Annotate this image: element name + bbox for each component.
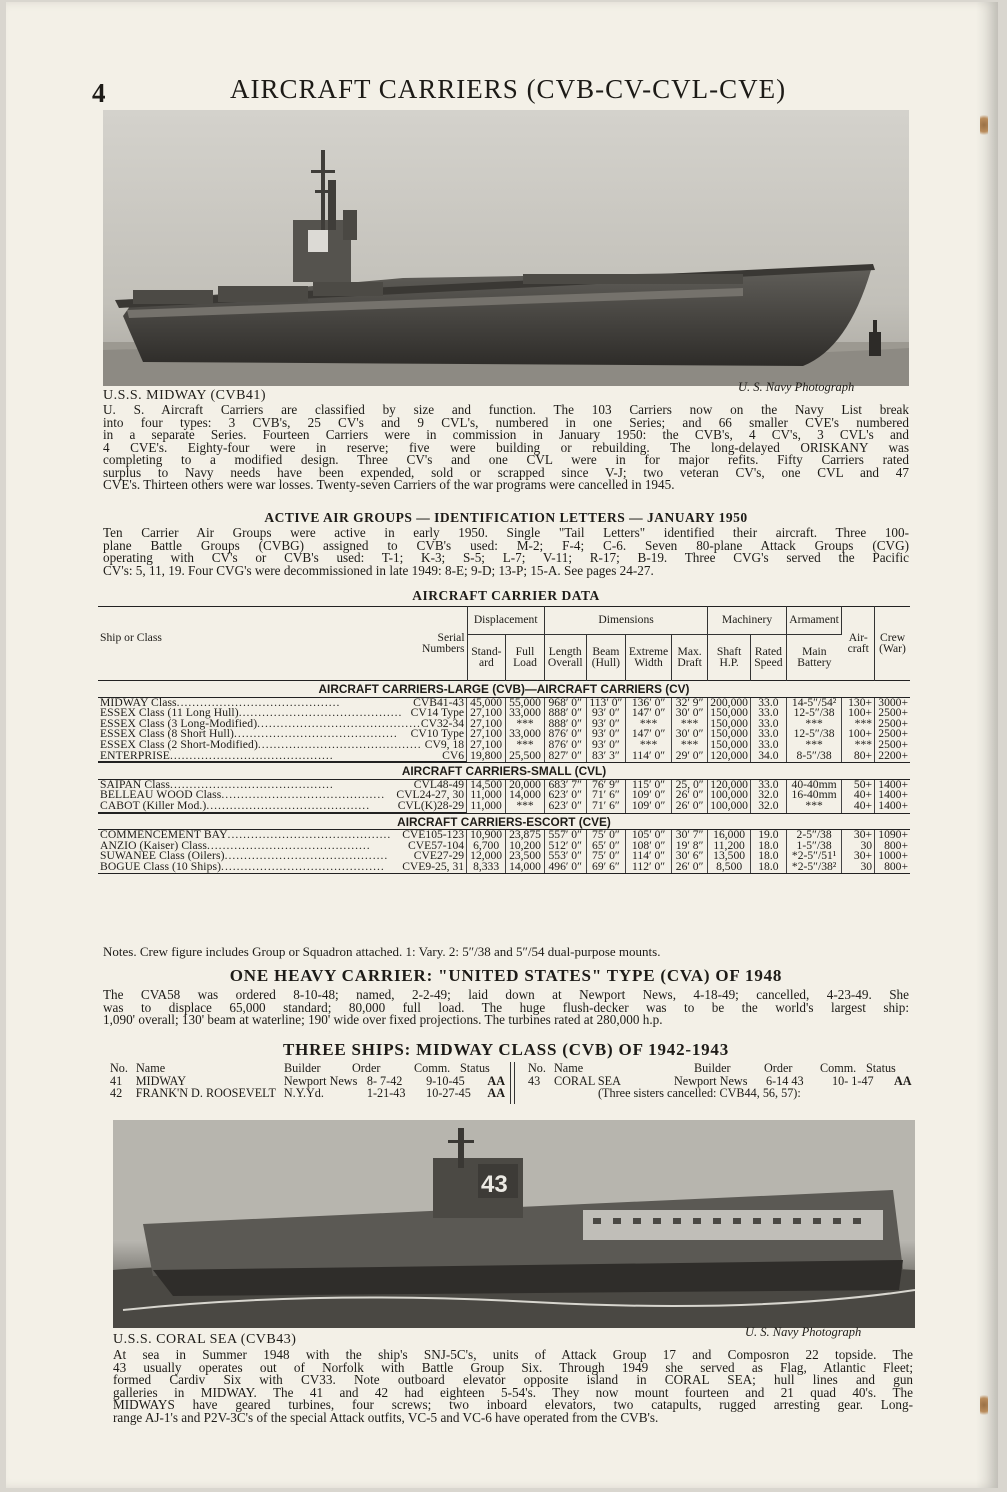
aircraft-cell: 100+: [842, 708, 875, 719]
ship-name: SUWANEE Class (Oilers): [100, 849, 225, 863]
ship-builder: Newport News: [674, 1073, 748, 1088]
ship-name: BELLEAU WOOD Class: [100, 788, 222, 802]
ship-name: FRANK'N D. ROOSEVELT: [135, 1086, 276, 1100]
table-heading: AIRCRAFT CARRIER DATA: [412, 588, 600, 603]
leader-dots: ..........................................: [169, 750, 334, 762]
length-cell: 623′ 0″: [544, 790, 586, 801]
table-group-header: [98, 763, 910, 780]
full-cell: ***: [506, 719, 545, 730]
beam-cell: 83′ 3″: [586, 751, 626, 763]
standard-cell: 27,100: [467, 708, 506, 719]
col-standard-header: Stand-ard: [467, 635, 506, 681]
intro-paragraph: [103, 404, 909, 492]
extreme-cell: 108′ 0″: [626, 841, 672, 852]
ship-name: SAIPAN Class: [100, 777, 171, 791]
standard-cell: 11,000: [467, 790, 506, 801]
draft-cell: 32′ 9″: [671, 697, 707, 708]
ship-name: ESSEX Class (3 Long-Modified): [100, 716, 258, 730]
ship-order: 1-21-43: [366, 1086, 406, 1100]
extreme-cell: 109′ 0″: [626, 790, 672, 801]
ship-order: 6-14 43: [766, 1073, 804, 1088]
standard-cell: 27,100: [467, 719, 506, 730]
speed-cell: 33.0: [750, 729, 786, 740]
col-group-dimensions: Dimensions: [544, 607, 707, 635]
serial-numbers: CV10 Type: [410, 727, 465, 741]
heavy-carrier-line: The CVA58 was ordered 8-10-48; named, 2-2-49; laid down at Newport News, 4-18-49; cancelled, 4-23-49. She: [103, 987, 909, 1002]
table-row: [98, 740, 910, 751]
coral-sea-line: range AJ-1's and P2V-3C's of the special Attack outfits, VC-5 and VC-6 have operated from the CVB's.: [113, 1409, 659, 1425]
full-cell: 23,500: [506, 851, 545, 862]
col-group-displacement: Displacement: [467, 607, 544, 635]
extreme-cell: 105′ 0″: [626, 830, 672, 841]
speed-cell: 33.0: [750, 779, 786, 790]
midway-class-heading: THREE SHIPS: MIDWAY CLASS (CVB) OF 1942-1943: [282, 1040, 730, 1059]
shp-cell: 150,000: [708, 719, 751, 730]
intro-line: completing to a modified design. Three CV's and one CVL were in for major refits. Fifty Carriers rated: [103, 452, 909, 467]
shp-cell: 150,000: [708, 708, 751, 719]
air-groups-heading: ACTIVE AIR GROUPS — IDENTIFICATION LETTERS — JANUARY 1950: [264, 510, 748, 525]
photo-credit-coral-sea: U. S. Navy Photograph: [745, 1325, 862, 1339]
list-header-status: Status: [460, 1061, 490, 1075]
crew-cell: 800+: [884, 838, 908, 852]
serial-numbers: CV32-34: [420, 716, 465, 730]
aircraft-cell: 100+: [842, 729, 875, 740]
standard-cell: 45,000: [467, 697, 506, 708]
heavy-carrier-heading: ONE HEAVY CARRIER: "UNITED STATES" TYPE (CVA) OF 1948: [229, 966, 783, 985]
ship-name: CORAL SEA: [554, 1073, 621, 1088]
draft-cell: 30′ 7″: [671, 830, 707, 841]
full-cell: 14,000: [506, 862, 545, 874]
ship-cell: [98, 798, 467, 813]
crew-cell: 1400+: [878, 777, 908, 791]
battery-cell: ***: [786, 719, 842, 730]
extreme-cell: 147′ 0″: [626, 708, 672, 719]
leader-dots: ..........................................: [257, 718, 421, 730]
list-header: [528, 1062, 913, 1075]
beam-cell: 76′ 9″: [586, 779, 626, 790]
aircraft-cell: 30: [842, 862, 875, 874]
shp-cell: 150,000: [708, 740, 751, 751]
list-header-name: Name: [554, 1061, 584, 1075]
table-group-header: [98, 681, 910, 698]
heavy-carrier-line: was to displace 65,000 standard; 80,000 full load. The huge flush-decker was to be the world's largest ship:: [103, 999, 909, 1015]
full-cell: 25,500: [506, 751, 545, 763]
draft-cell: 26′ 0″: [671, 862, 707, 874]
length-cell: 623′ 0″: [544, 801, 586, 813]
full-cell: 55,000: [506, 697, 545, 708]
midway-ship-illustration: [103, 110, 909, 386]
list-divider: [510, 1062, 515, 1104]
col-group-armament: Armament: [786, 607, 842, 635]
group-label: AIRCRAFT CARRIERS-LARGE (CVB)—AIRCRAFT CARRIERS (CV): [98, 681, 910, 698]
list-header-no: No.: [110, 1061, 128, 1075]
leader-dots: ..........................................: [206, 800, 371, 812]
standard-cell: 8,333: [467, 862, 506, 874]
ship-name: ENTERPRISE: [100, 748, 170, 762]
shp-cell: 16,000: [708, 830, 751, 841]
page-title: AIRCRAFT CARRIERS (CVB-CV-CVL-CVE): [230, 74, 787, 104]
battery-cell: 40-40mm: [786, 779, 842, 790]
table-header-row-1: [98, 607, 910, 635]
ship-name: COMMENCEMENT BAY: [100, 828, 228, 842]
leader-dots: ..........................................: [224, 851, 389, 862]
crew-cell: 3000+: [878, 695, 908, 709]
standard-cell: 11,000: [467, 801, 506, 813]
heavy-carrier-line: 1,090' overall; 130' beam at waterline; 190' wide over fixed projections. The turbines rated at 280,000 h.p.: [103, 1012, 663, 1027]
shp-cell: 13,500: [708, 851, 751, 862]
standard-cell: 19,800: [467, 751, 506, 763]
col-speed-header: Rated Speed: [750, 635, 786, 681]
coral-sea-line: MIDWAYS have geared turbines, four screws; two inboard elevators, two catapults, rugged arresting gear. Long-: [113, 1397, 913, 1412]
serial-numbers: CVL24-27, 30: [396, 788, 465, 802]
leader-dots: ..........................................: [206, 840, 371, 852]
midway-class-list-left: [110, 1062, 505, 1100]
col-aircraft-header: Air-craft: [842, 607, 875, 681]
aircraft-cell: 50+: [842, 779, 875, 790]
beam-cell: 93′ 0″: [586, 740, 626, 751]
list-header-comm: Comm.: [414, 1061, 451, 1075]
battery-cell: 1-5″/38: [786, 841, 842, 852]
serial-numbers: CV9, 18: [424, 737, 465, 751]
col-battery-header: Main Battery: [797, 644, 832, 669]
beam-cell: 71′ 6″: [586, 790, 626, 801]
standard-cell: 27,100: [467, 729, 506, 740]
ship-name: ANZIO (Kaiser) Class: [100, 838, 207, 852]
standard-cell: 10,900: [467, 830, 506, 841]
table-row: [98, 790, 910, 801]
ship-no: 41: [110, 1073, 123, 1088]
extreme-cell: 115′ 0″: [626, 779, 672, 790]
extreme-cell: 114′ 0″: [626, 851, 672, 862]
aircraft-cell: 40+: [842, 801, 875, 813]
length-cell: 553′ 0″: [544, 851, 586, 862]
battery-cell: 2-5″/38: [786, 830, 842, 841]
crew-cell: 1400+: [878, 788, 908, 802]
draft-cell: 30′ 6″: [671, 851, 707, 862]
list-header-name: Name: [136, 1061, 166, 1075]
full-cell: ***: [506, 801, 545, 813]
beam-cell: 65′ 0″: [586, 841, 626, 852]
list-header: [110, 1062, 505, 1075]
extreme-cell: 109′ 0″: [626, 801, 672, 813]
speed-cell: 18.0: [750, 851, 786, 862]
battery-cell: 12-5″/38: [786, 708, 842, 719]
table-row: [98, 801, 910, 813]
length-cell: 496′ 0″: [544, 862, 586, 874]
full-cell: 10,200: [506, 841, 545, 852]
midway-class-list-right: [528, 1062, 913, 1100]
length-cell: 512′ 0″: [544, 841, 586, 852]
length-cell: 888′ 0″: [544, 719, 586, 730]
list-header-status: Status: [866, 1061, 896, 1075]
photo-credit-midway: U. S. Navy Photograph: [738, 380, 855, 394]
col-crew-header: Crew (War): [879, 630, 906, 655]
leader-dots: ..........................................: [170, 779, 334, 791]
aircraft-cell: ***: [842, 740, 875, 751]
standard-cell: 14,500: [467, 779, 506, 790]
ship-status: AA: [894, 1073, 912, 1088]
air-groups-line: operating with CV's or CVB's used: T-1; K-3; S-5; L-7; V-11; R-17; B-19. Three CVG's served the Pacific: [103, 550, 909, 565]
serial-numbers: CVE27-29: [413, 849, 465, 863]
length-cell: 827′ 0″: [544, 751, 586, 763]
shp-cell: 100,000: [708, 790, 751, 801]
standard-cell: 12,000: [467, 851, 506, 862]
intro-line: 4 CVE's. Eighty-four were in reserve; five were building or rebuilding. The long-delayed ORISKANY was: [103, 439, 909, 455]
serial-numbers: CVE105-123: [402, 828, 465, 842]
ship-cell: [98, 859, 467, 874]
battery-cell: 8-5″/38: [786, 751, 842, 763]
table-row: [98, 830, 910, 841]
shp-cell: 120,000: [708, 779, 751, 790]
serial-numbers: CVL(K)28-29: [397, 798, 465, 812]
coral-sea-ship-illustration: [113, 1120, 915, 1328]
full-cell: 14,000: [506, 790, 545, 801]
col-group-machinery: Machinery: [708, 607, 786, 635]
battery-cell: ***: [786, 740, 842, 751]
draft-cell: 19′ 8″: [671, 841, 707, 852]
ship-status: AA: [487, 1086, 505, 1100]
extreme-cell: 147′ 0″: [626, 729, 672, 740]
col-ship-header: [98, 607, 467, 681]
battery-cell: *2-5″/38²: [786, 862, 842, 874]
coral-sea-line: At sea in Summer 1948 with the ship's SNJ-5C's, units of Attack Group 17 and Composron 22 topside. The: [113, 1347, 913, 1362]
speed-cell: 32.0: [750, 790, 786, 801]
length-cell: 876′ 0″: [544, 740, 586, 751]
air-groups-paragraph: [103, 527, 909, 577]
serial-numbers: CVL48-49: [413, 777, 465, 791]
speed-cell: 34.0: [750, 751, 786, 763]
shp-cell: 100,000: [708, 801, 751, 813]
length-cell: 876′ 0″: [544, 729, 586, 740]
beam-cell: 75′ 0″: [586, 830, 626, 841]
col-beam-header: Beam (Hull): [586, 635, 626, 681]
serial-numbers: CV14 Type: [410, 706, 465, 720]
staple-rust-mark: [980, 1392, 988, 1418]
col-full-header: Full Load: [506, 635, 545, 681]
col-extreme-header: Extreme Width: [626, 635, 672, 681]
col-serial-label: Serial Numbers: [422, 630, 465, 655]
table-body: [98, 681, 910, 874]
cancelled-note: (Three sisters cancelled: CVB44, 56, 57):: [598, 1086, 801, 1100]
length-cell: 968′ 0″: [544, 697, 586, 708]
coral-sea-paragraph: [113, 1349, 913, 1424]
leader-dots: ..........................................: [234, 729, 398, 740]
beam-cell: 93′ 0″: [586, 708, 626, 719]
air-groups-line: Ten Carrier Air Groups were active in early 1950. Single "Tail Letters" identified their aircraft. Three 100-: [103, 525, 909, 540]
col-draft-header: Max. Draft: [671, 635, 707, 681]
extreme-cell: 112′ 0″: [626, 862, 672, 874]
speed-cell: 19.0: [750, 830, 786, 841]
draft-cell: 30′ 0″: [671, 708, 707, 719]
ship-order: 8- 7-42: [366, 1073, 403, 1088]
crew-cell: 1090+: [878, 828, 908, 842]
shp-cell: 200,000: [708, 697, 751, 708]
beam-cell: 71′ 6″: [586, 801, 626, 813]
col-length-header: Length Overall: [544, 635, 586, 681]
aircraft-cell: 130+: [842, 697, 875, 708]
intro-line: in a separate Series. Fourteen Carriers were in commission in January 1950: the CVB's, 4 CV's, 3 CVL's and: [103, 427, 909, 442]
list-header-order: Order: [352, 1061, 381, 1075]
shp-cell: 120,000: [708, 751, 751, 763]
col-ship-label: Ship or Class: [100, 630, 162, 644]
table-notes: Notes. Crew figure includes Group or Squadron attached. 1: Vary. 2: 5″/38 and 5″/54 dual-purpose mounts.: [103, 944, 661, 959]
standard-cell: 6,700: [467, 841, 506, 852]
extreme-cell: 136′ 0″: [626, 697, 672, 708]
serial-numbers: CV6: [442, 748, 465, 762]
crew-cell: 1000+: [878, 849, 908, 863]
intro-line: U. S. Aircraft Carriers are classified by size and function. The 103 Carriers now on the Navy List break: [103, 402, 909, 417]
ship-list-item: [110, 1087, 505, 1100]
aircraft-cell: 30: [842, 841, 875, 852]
crew-cell: 2200+: [875, 751, 910, 763]
list-rows: [110, 1075, 505, 1100]
ship-name: MIDWAY Class: [100, 695, 177, 709]
beam-cell: 93′ 0″: [586, 719, 626, 730]
heavy-carrier-paragraph: [103, 989, 909, 1027]
hull-number-43: 43: [481, 1171, 508, 1198]
standard-cell: 27,100: [467, 740, 506, 751]
extreme-cell: ***: [626, 740, 672, 751]
coral-sea-line: formed Cardiv Six with CV33. Note outboard elevator opposite island in CORAL SEA; hull lines and gun: [113, 1372, 913, 1387]
serial-numbers: CVE57-104: [408, 838, 465, 852]
speed-cell: 18.0: [750, 862, 786, 874]
serial-numbers: CVE9-25, 31: [402, 859, 465, 873]
battery-cell: *2-5″/51¹: [786, 851, 842, 862]
battery-cell: 14-5″/54²: [786, 697, 842, 708]
beam-cell: 113′ 0″: [586, 697, 626, 708]
aircraft-cell: 40+: [842, 790, 875, 801]
staple-rust-mark: [980, 112, 988, 138]
aircraft-cell: 80+: [842, 751, 875, 763]
speed-cell: 33.0: [750, 697, 786, 708]
ship-name: ESSEX Class (11 Long Hull): [100, 706, 239, 720]
leader-dots: ..........................................: [221, 790, 386, 801]
ship-name: ESSEX Class (8 Short Hull): [100, 727, 235, 741]
coral-sea-line: 43 usually operates out of Norfolk with Battle Group Six. Through 1949 she served as Flag, Atlantic Fleet;: [113, 1359, 913, 1375]
leader-dots: ..........................................: [176, 697, 341, 709]
length-cell: 557′ 0″: [544, 830, 586, 841]
draft-cell: 29′ 0″: [671, 751, 707, 763]
shp-cell: 11,200: [708, 841, 751, 852]
col-shp-header: Shaft H.P.: [708, 635, 751, 681]
crew-cell: 2500+: [878, 727, 908, 741]
full-cell: 33,000: [506, 708, 545, 719]
carrier-data-table: [98, 606, 910, 874]
photo-caption-midway: U.S.S. MIDWAY (CVB41): [103, 388, 267, 403]
draft-cell: 30′ 0″: [671, 729, 707, 740]
table-row: [98, 862, 910, 874]
ship-builder: Newport News: [283, 1073, 358, 1088]
extreme-cell: 114′ 0″: [626, 751, 672, 763]
ship-comm: 9-10-45: [426, 1073, 465, 1088]
air-groups-line: plane Battle Groups (CVBG) assigned to CVB's used: M-2; F-4; C-6. Seven 80-plane Attack Groups (CVG): [103, 537, 909, 553]
ship-name: MIDWAY: [135, 1073, 187, 1088]
leader-dots: ..........................................: [221, 861, 385, 873]
speed-cell: 33.0: [750, 708, 786, 719]
speed-cell: 33.0: [750, 719, 786, 730]
ship-name: BOGUE Class (10 Ships): [100, 859, 222, 873]
list-header-comm: Comm.: [820, 1061, 857, 1075]
leader-dots: ..........................................: [238, 708, 403, 719]
group-label: AIRCRAFT CARRIERS-ESCORT (CVE): [98, 813, 910, 830]
draft-cell: ***: [671, 740, 707, 751]
coral-sea-line: galleries in MIDWAY. The 41 and 42 had eighteen 5-54's. They now mount fourteen and 21 quad 40's. The: [113, 1384, 913, 1400]
aircraft-cell: ***: [842, 719, 875, 730]
aircraft-cell: 30+: [842, 851, 875, 862]
beam-cell: 93′ 0″: [586, 729, 626, 740]
ship-cell: [98, 748, 467, 763]
full-cell: 20,000: [506, 779, 545, 790]
full-cell: 23,875: [506, 830, 545, 841]
table-row: [98, 751, 910, 763]
length-cell: 683′ 7″: [544, 779, 586, 790]
group-label: AIRCRAFT CARRIERS-SMALL (CVL): [98, 763, 910, 780]
shp-cell: 8,500: [708, 862, 751, 874]
draft-cell: 26′ 0″: [671, 790, 707, 801]
leader-dots: ..........................................: [257, 739, 422, 751]
list-header-order: Order: [764, 1061, 793, 1075]
list-header-builder: Builder: [694, 1061, 731, 1075]
coral-sea-photo: [113, 1120, 915, 1328]
intro-line: into four types: 3 CVB's, 25 CV's and 9 CVL's, numbered in one Series; and 66 smaller CVE's numbered: [103, 414, 909, 430]
crew-cell: 2500+: [878, 716, 908, 730]
battery-cell: 16-40mm: [786, 790, 842, 801]
page-spine-shadow: [976, 2, 998, 1488]
ship-comm: 10-27-45: [426, 1086, 471, 1100]
draft-cell: 25, 0″: [671, 779, 707, 790]
full-cell: ***: [506, 740, 545, 751]
intro-line: CVE's. Thirteen others were war losses. Twenty-seven Carriers of the war programs were cancelled in 1945.: [103, 477, 675, 492]
ship-name: CABOT (Killer Mod.): [100, 798, 207, 812]
list-header-no: No.: [528, 1061, 546, 1075]
beam-cell: 69′ 6″: [586, 862, 626, 874]
ship-name: ESSEX Class (2 Short-Modified): [100, 737, 258, 751]
beam-cell: 75′ 0″: [586, 851, 626, 862]
battery-cell: 12-5″/38: [786, 729, 842, 740]
table-group-header: [98, 813, 910, 830]
battery-cell: ***: [786, 801, 842, 813]
speed-cell: 33.0: [750, 740, 786, 751]
draft-cell: ***: [671, 719, 707, 730]
photo-caption-coral-sea: U.S.S. CORAL SEA (CVB43): [113, 1332, 297, 1347]
shp-cell: 150,000: [708, 729, 751, 740]
intro-line: surplus to Navy needs have been expended, sold or scrapped since V-J; two veteran CV's, one CVL and 47: [103, 464, 909, 480]
list-header-builder: Builder: [284, 1061, 321, 1075]
crew-cell: 2500+: [878, 706, 908, 720]
crew-cell: 1400+: [875, 801, 910, 813]
ship-comm: 10- 1-47: [832, 1073, 874, 1088]
speed-cell: 32.0: [750, 801, 786, 813]
draft-cell: 26′ 0″: [671, 801, 707, 813]
leader-dots: ..........................................: [227, 830, 392, 841]
air-groups-line: CV's: 5, 11, 19. Four CVG's were decommissioned in late 1949: 8-E; 9-D; 13-P; 15-A. See pages 24-27.: [103, 562, 654, 578]
full-cell: 33,000: [506, 729, 545, 740]
ship-no: 43: [528, 1073, 541, 1088]
midway-photo: [103, 110, 909, 386]
serial-numbers: CVB41-43: [413, 695, 465, 709]
speed-cell: 18.0: [750, 841, 786, 852]
length-cell: 888′ 0″: [544, 708, 586, 719]
crew-cell: 2500+: [878, 737, 908, 751]
crew-cell: 800+: [875, 862, 910, 874]
ship-status: AA: [487, 1073, 505, 1088]
ship-no: 42: [110, 1086, 123, 1100]
ship-builder: N.Y.Yd.: [283, 1086, 324, 1100]
page-number: 4: [92, 78, 106, 108]
extreme-cell: ***: [626, 719, 672, 730]
aircraft-cell: 30+: [842, 830, 875, 841]
